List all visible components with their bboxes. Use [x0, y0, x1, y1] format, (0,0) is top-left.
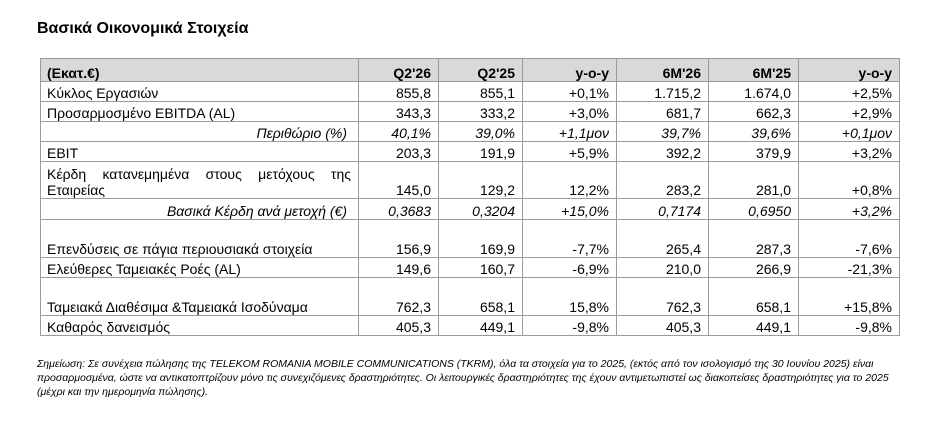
- cell: 0,3204: [439, 199, 523, 220]
- table-row: [41, 162, 900, 199]
- table-row: [41, 102, 900, 122]
- cell: +3,0%: [523, 102, 617, 122]
- row-label: Καθαρός δανεισμός: [41, 316, 359, 336]
- row-label: Προσαρμοσμένο EBITDA (AL): [41, 102, 359, 122]
- table-row: [41, 316, 900, 336]
- cell: +0,1μον: [799, 122, 900, 142]
- cell: 15,8%: [523, 278, 617, 316]
- row-label: EBIT: [41, 142, 359, 162]
- cell: -9,8%: [523, 316, 617, 336]
- table-row: [41, 199, 900, 220]
- cell: 12,2%: [523, 162, 617, 199]
- cell: 855,1: [439, 82, 523, 102]
- financial-table: [40, 58, 900, 336]
- cell: +15,0%: [523, 199, 617, 220]
- row-label: Κέρδη κατανεμημένα στους μετόχους της Εταιρείας: [41, 162, 359, 199]
- cell: 333,2: [439, 102, 523, 122]
- table-row: [41, 220, 900, 258]
- cell: +3,2%: [799, 142, 900, 162]
- row-label: Επενδύσεις σε πάγια περιουσιακά στοιχεία: [41, 220, 359, 258]
- cell: 203,3: [359, 142, 439, 162]
- header-6m-26: 6M'26: [617, 59, 709, 82]
- cell: 283,2: [617, 162, 709, 199]
- cell: 169,9: [439, 220, 523, 258]
- row-label: Περιθώριο (%): [41, 122, 359, 142]
- cell: 265,4: [617, 220, 709, 258]
- cell: 281,0: [709, 162, 799, 199]
- cell: +2,5%: [799, 82, 900, 102]
- cell: +0,8%: [799, 162, 900, 199]
- table-row: [41, 122, 900, 142]
- table-row: [41, 142, 900, 162]
- cell: 1.715,2: [617, 82, 709, 102]
- cell: 762,3: [359, 278, 439, 316]
- cell: 658,1: [439, 278, 523, 316]
- cell: +0,1%: [523, 82, 617, 102]
- cell: 1.674,0: [709, 82, 799, 102]
- cell: 145,0: [359, 162, 439, 199]
- row-label: Βασικά Κέρδη ανά μετοχή (€): [41, 199, 359, 220]
- cell: 681,7: [617, 102, 709, 122]
- cell: 287,3: [709, 220, 799, 258]
- cell: -6,9%: [523, 258, 617, 278]
- cell: 266,9: [709, 258, 799, 278]
- header-unit: (Εκατ.€): [41, 59, 359, 82]
- cell: 160,7: [439, 258, 523, 278]
- cell: 39,7%: [617, 122, 709, 142]
- cell: 156,9: [359, 220, 439, 258]
- cell: 855,8: [359, 82, 439, 102]
- cell: 191,9: [439, 142, 523, 162]
- cell: 405,3: [359, 316, 439, 336]
- cell: -7,6%: [799, 220, 900, 258]
- cell: -21,3%: [799, 258, 900, 278]
- cell: 662,3: [709, 102, 799, 122]
- cell: 762,3: [617, 278, 709, 316]
- cell: 379,9: [709, 142, 799, 162]
- cell: 392,2: [617, 142, 709, 162]
- table-header-row: [41, 59, 900, 82]
- cell: 449,1: [439, 316, 523, 336]
- table-row: [41, 82, 900, 102]
- header-q2-25: Q2'25: [439, 59, 523, 82]
- row-label: Ελεύθερες Ταμειακές Ροές (AL): [41, 258, 359, 278]
- cell: 39,6%: [709, 122, 799, 142]
- cell: 343,3: [359, 102, 439, 122]
- cell: 0,3683: [359, 199, 439, 220]
- cell: 658,1: [709, 278, 799, 316]
- header-yoy-quarter: y-o-y: [523, 59, 617, 82]
- cell: +2,9%: [799, 102, 900, 122]
- cell: +1,1μον: [523, 122, 617, 142]
- cell: 0,7174: [617, 199, 709, 220]
- cell: -9,8%: [799, 316, 900, 336]
- cell: 40,1%: [359, 122, 439, 142]
- row-label: Κύκλος Εργασιών: [41, 82, 359, 102]
- cell: +15,8%: [799, 278, 900, 316]
- cell: 129,2: [439, 162, 523, 199]
- cell: -7,7%: [523, 220, 617, 258]
- table-row: [41, 258, 900, 278]
- section-title: Βασικά Οικονομικά Στοιχεία: [37, 20, 249, 37]
- cell: +3,2%: [799, 199, 900, 220]
- footnote: Σημείωση: Σε συνέχεια πώλησης της TELEKOM ROMANIA MOBILE COMMUNICATIONS (TKRM), όλα τα στοιχεία για το 2025, (εκτός από τον ισολογισμό της 30 Ιουνίου 2025) είναι προσαρμοσμένα, ώστε να αντικατοπτρίζουν μόνο τις συνεχιζόμενες δραστηριότητες. Οι λειτουργικές δραστηριότητες της έχουν αντιμετωπιστεί ως διακοπείσες δραστηριότητες για το 2025 (μέχρι και την ημερομηνία πώλησης).: [37, 358, 889, 398]
- header-yoy-half: y-o-y: [799, 59, 900, 82]
- table-row: [41, 278, 900, 316]
- cell: 405,3: [617, 316, 709, 336]
- cell: 210,0: [617, 258, 709, 278]
- header-q2-26: Q2'26: [359, 59, 439, 82]
- cell: 0,6950: [709, 199, 799, 220]
- row-label: Ταμειακά Διαθέσιμα &Ταμειακά Ισοδύναμα: [41, 278, 359, 316]
- cell: 149,6: [359, 258, 439, 278]
- header-6m-25: 6M'25: [709, 59, 799, 82]
- cell: 39,0%: [439, 122, 523, 142]
- cell: +5,9%: [523, 142, 617, 162]
- cell: 449,1: [709, 316, 799, 336]
